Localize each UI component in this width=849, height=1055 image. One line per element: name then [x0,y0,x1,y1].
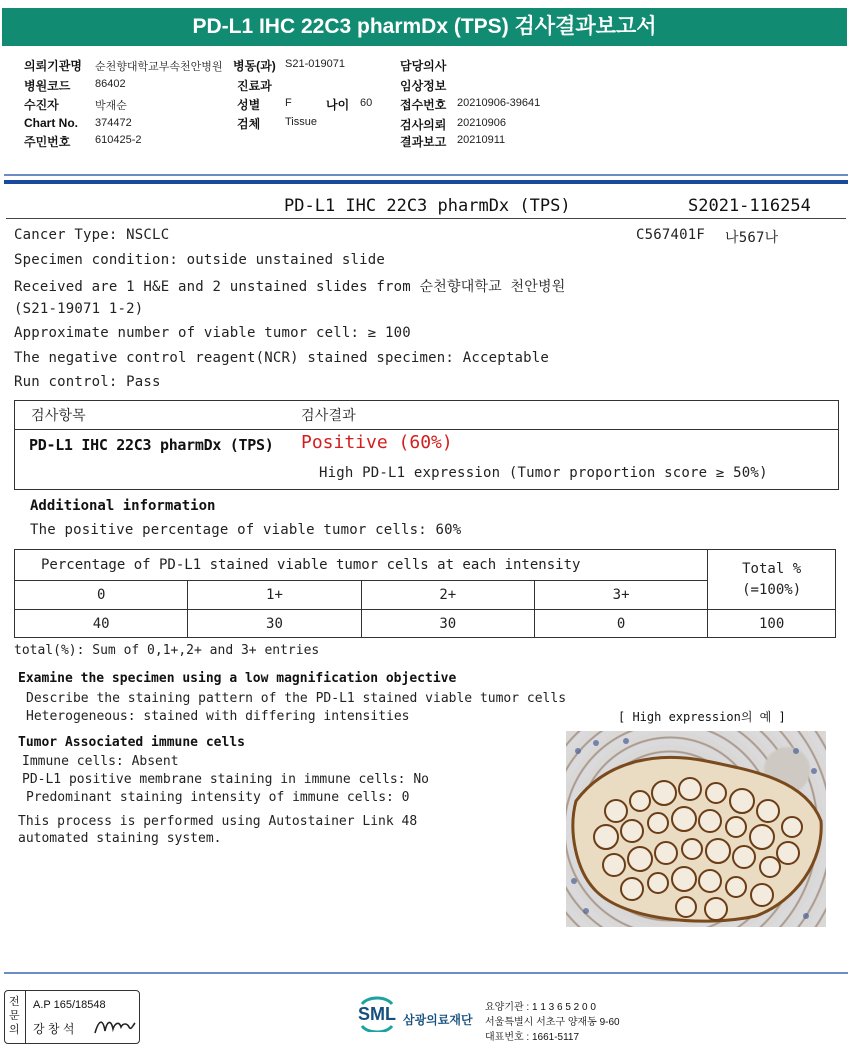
examine-line: Describe the staining pattern of the PD-L1 stained viable tumor cells [26,691,567,706]
company-name: 삼광의료재단 [403,1013,473,1027]
divider-thick [4,180,848,184]
report-line: Run control: Pass [14,374,161,390]
dept-label: 병동(과) [233,59,276,73]
examine-line: Heterogeneous: stained with differing intensities [26,709,410,724]
microscopy-image [566,731,826,927]
immune-line: Predominant staining intensity of immune cells: 0 [26,790,410,805]
request-value: 20210906 [457,117,506,129]
logo-text: SML [358,1004,396,1024]
clinical-label: 임상정보 [400,79,447,93]
intensity-column: 2+ [361,581,534,610]
intensity-column: 0 [15,581,188,610]
tissue-texture [566,731,826,927]
address: 서울특별시 서초구 양재동 9-60 [485,1017,620,1028]
report-date-label: 결과보고 [400,135,447,149]
result-item: PD-L1 IHC 22C3 pharmDx (TPS) [29,436,274,454]
intensity-value: 30 [361,610,534,638]
signature-box [4,990,140,1044]
result-box-divider [15,429,838,430]
signature-box-divider [25,991,26,1043]
report-header-rule [6,218,846,219]
intensity-value: 40 [15,610,188,638]
footer-divider [4,972,848,974]
specimen-label: 검체 [237,117,261,131]
report-header-title: PD-L1 IHC 22C3 pharmDx (TPS) 검사결과보고서 [2,8,847,46]
report-line: Approximate number of viable tumor cell: ≥ 100 [14,325,411,341]
table-note: total(%): Sum of 0,1+,2+ and 3+ entries [14,643,320,658]
intensity-table [14,549,836,638]
report-code-1: C567401F [636,227,706,243]
report-line: (S21-19071 1-2) [14,301,144,317]
immune-line: PD-L1 positive membrane staining in immune cells: No [22,772,429,787]
id-label: 주민번호 [24,135,71,149]
ap-number: A.P 165/18548 [33,999,106,1011]
sex-label: 성별 [237,98,261,112]
result-note: High PD-L1 expression (Tumor proportion score ≥ 50%) [319,465,768,481]
report-number: S2021-116254 [688,196,811,216]
intensity-column: 1+ [188,581,361,610]
examine-title: Examine the specimen using a low magnification objective [18,671,457,686]
additional-line: The positive percentage of viable tumor cells: 60% [30,522,462,538]
hospital-value: 순천향대학교부속천안병원 [95,61,223,73]
report-line: Cancer Type: NSCLC [14,227,170,243]
id-value: 610425-2 [95,134,142,146]
total-header-cell [708,550,836,610]
total-header: Total % [742,560,802,577]
signature-scribble [93,1015,137,1037]
stamp-label: 전문의 [9,996,20,1036]
specimen-value: Tissue [285,116,317,128]
request-label: 검사의뢰 [400,118,447,132]
report-date-value: 20210911 [457,134,506,146]
report-line: Received are 1 H&E and 2 unstained slides from 순천향대학교 천안병원 [14,279,566,295]
divider-thin [4,174,848,176]
age-value: 60 [360,97,373,109]
report-test-name: PD-L1 IHC 22C3 pharmDx (TPS) [284,196,571,216]
hospital-code-value: 86402 [95,78,126,90]
chart-label: Chart No. [24,116,78,130]
total-subheader: (=100%) [742,581,802,598]
sml-logo [356,996,398,1036]
result-value: Positive (60%) [301,432,453,453]
additional-title: Additional information [30,498,216,514]
doctor-label: 담당의사 [400,59,447,73]
intensity-table-header: Percentage of PD-L1 stained viable tumor cells at each intensity [15,550,708,581]
intensity-total: 100 [708,610,836,638]
result-header-result: 검사결과 [301,408,356,424]
intensity-value: 0 [534,610,707,638]
collector-value: 박재순 [95,100,127,112]
collector-label: 수진자 [24,98,59,112]
image-caption: [ High expression의 예 ] [618,710,786,724]
receipt-value: 20210906-39641 [457,97,541,109]
doctor-name: 강 창 석 [33,1022,75,1036]
report-code-2: 나567나 [725,230,779,246]
institution-number: 요양기관 : 1 1 3 6 5 2 0 0 [485,1002,596,1013]
sex-value: F [285,97,292,109]
process-line: This process is performed using Autostainer Link 48 [18,814,418,829]
age-label: 나이 [326,98,350,112]
dept-value: S21-019071 [285,58,345,70]
intensity-column: 3+ [534,581,707,610]
hospital-label: 의뢰기관명 [24,59,82,73]
result-header-item: 검사항목 [31,408,86,424]
chart-value: 374472 [95,117,132,129]
phone: 대표번호 : 1661-5117 [485,1032,580,1043]
receipt-label: 접수번호 [400,98,447,112]
hospital-code-label: 병원코드 [24,79,71,93]
report-line: Specimen condition: outside unstained slide [14,252,386,268]
immune-line: Immune cells: Absent [22,754,179,769]
intensity-value: 30 [188,610,361,638]
result-box [14,400,839,490]
department-label: 진료과 [237,79,272,93]
report-line: The negative control reagent(NCR) stained specimen: Acceptable [14,350,549,366]
process-line: automated staining system. [18,831,222,846]
immune-title: Tumor Associated immune cells [18,735,245,750]
